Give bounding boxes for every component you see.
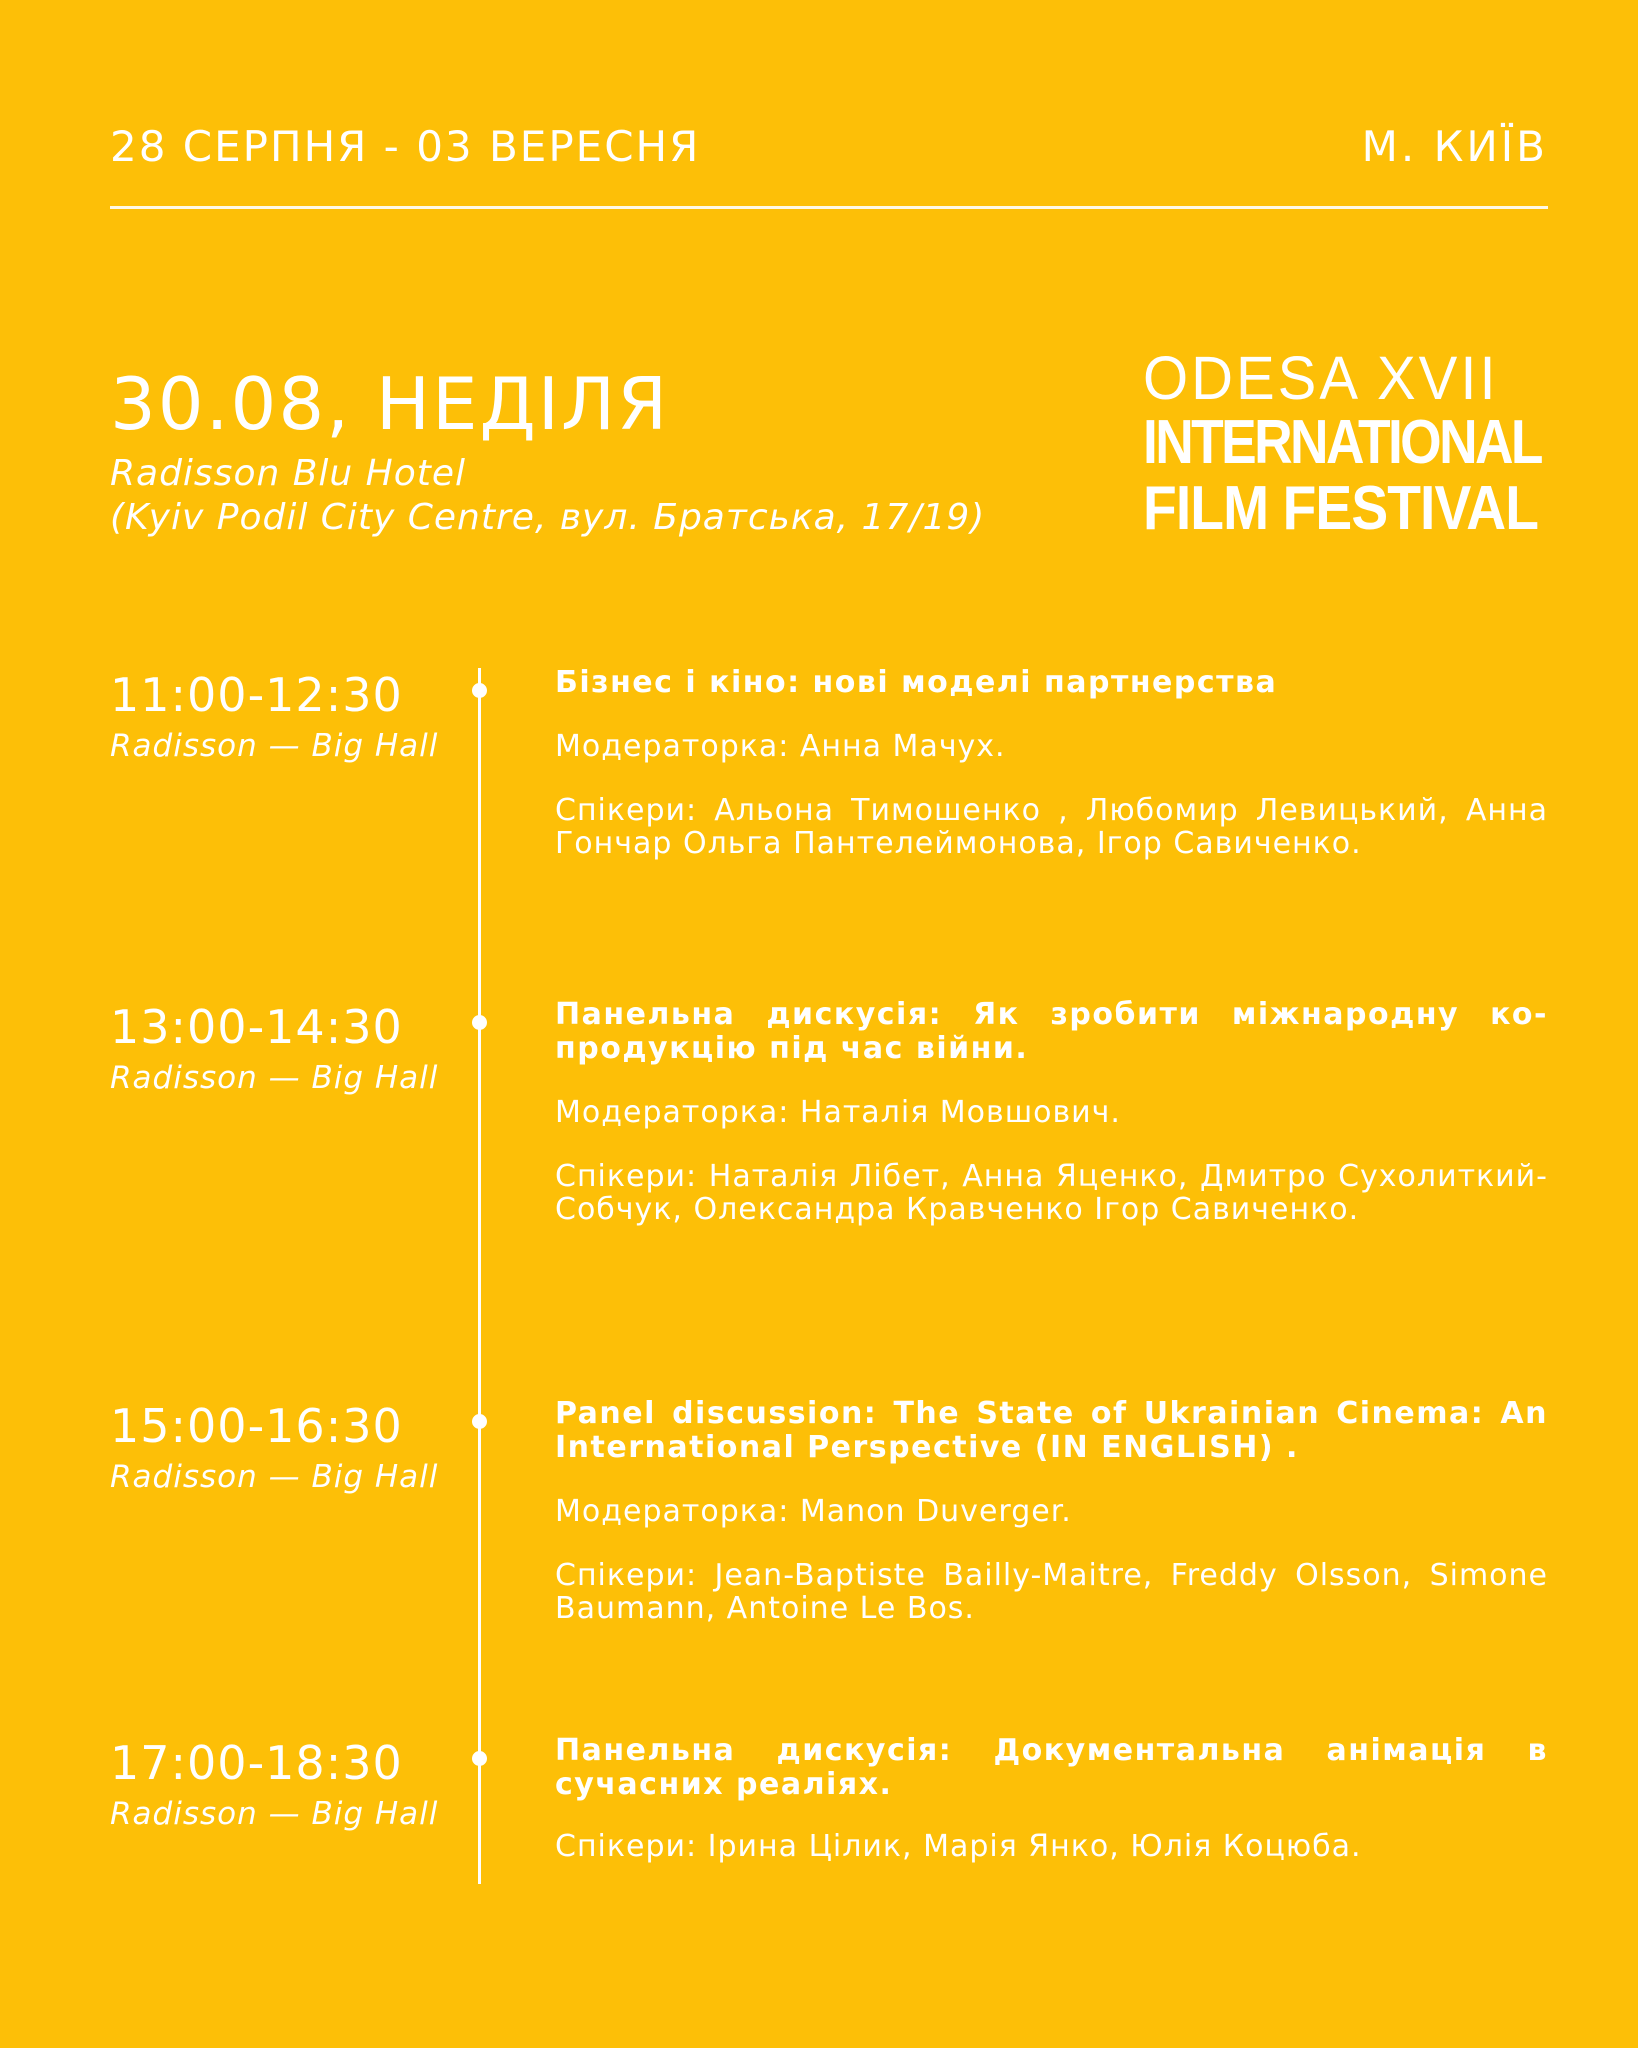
timeline-dot [472,1015,487,1030]
event-moderator: Модераторка: Наталія Мовшович. [555,1095,1121,1130]
event [555,998,1548,1226]
logo-line-1: ODESA XVII [1143,344,1499,413]
festival-logo [1143,344,1543,543]
event [555,1734,1548,1863]
slot-room: Radisson — Big Hall [110,728,439,764]
slot-time: 11:00-12:30 [110,668,403,722]
event [555,666,1548,860]
slot-room: Radisson — Big Hall [110,1060,439,1096]
event-speakers: Спікери: Ірина Цілик, Марія Янко, Юлія Коцюба. [555,1829,1362,1864]
timeline-dot [472,1751,487,1766]
timeline-line [478,668,481,1884]
header-divider [110,206,1548,209]
slot-time: 15:00-16:30 [110,1399,403,1453]
event-speakers: Спікери: Jean-Baptiste Bailly-Maitre, Freddy Olsson, Simone Baumann, Antoine Le Bos. [555,1558,1548,1626]
festival-city: М. КИЇВ [1361,122,1548,171]
event-title: Бізнес і кіно: нові моделі партнерства [555,665,1278,700]
timeline-dot [472,1414,487,1429]
venue [110,452,985,540]
event-title: Panel discussion: The State of Ukrainian Cinema: An International Perspective (IN ENGLISH) . [555,1396,1548,1465]
event-speakers: Спікери: Наталія Лібет, Анна Яценко, Дмитро Сухолиткий-Собчук, Олександра Кравченко Ігор Савиченко. [555,1159,1548,1227]
slot-time: 13:00-14:30 [110,1000,403,1054]
slot-time: 17:00-18:30 [110,1736,403,1790]
venue-name: Radisson Blu Hotel [110,453,467,494]
festival-dates: 28 СЕРПНЯ - 03 ВЕРЕСНЯ [110,122,701,171]
day-title: 30.08, НЕДІЛЯ [110,362,670,446]
venue-address: (Kyiv Podil City Centre, вул. Братська, 17/19) [110,497,986,538]
event-title: Панельна дискусія: Як зробити міжнародну ко-продукцію під час війни. [555,997,1548,1066]
event [555,1397,1548,1625]
event-speakers: Спікери: Альона Тимошенко , Любомир Левицький, Анна Гончар Ольга Пантелеймонова, Ігор Савиченко. [555,793,1548,861]
slot-room: Radisson — Big Hall [110,1796,439,1832]
logo-line-3: FILM FESTIVAL [1143,474,1539,543]
slot-room: Radisson — Big Hall [110,1459,439,1495]
logo-line-2: INTERNATIONAL [1143,408,1541,477]
event-moderator: Модераторка: Анна Мачух. [555,729,1006,764]
event-title: Панельна дискусія: Документальна анімація в сучасних реаліях. [555,1733,1548,1802]
event-moderator: Модераторка: Manon Duverger. [555,1494,1072,1529]
timeline-dot [472,683,487,698]
